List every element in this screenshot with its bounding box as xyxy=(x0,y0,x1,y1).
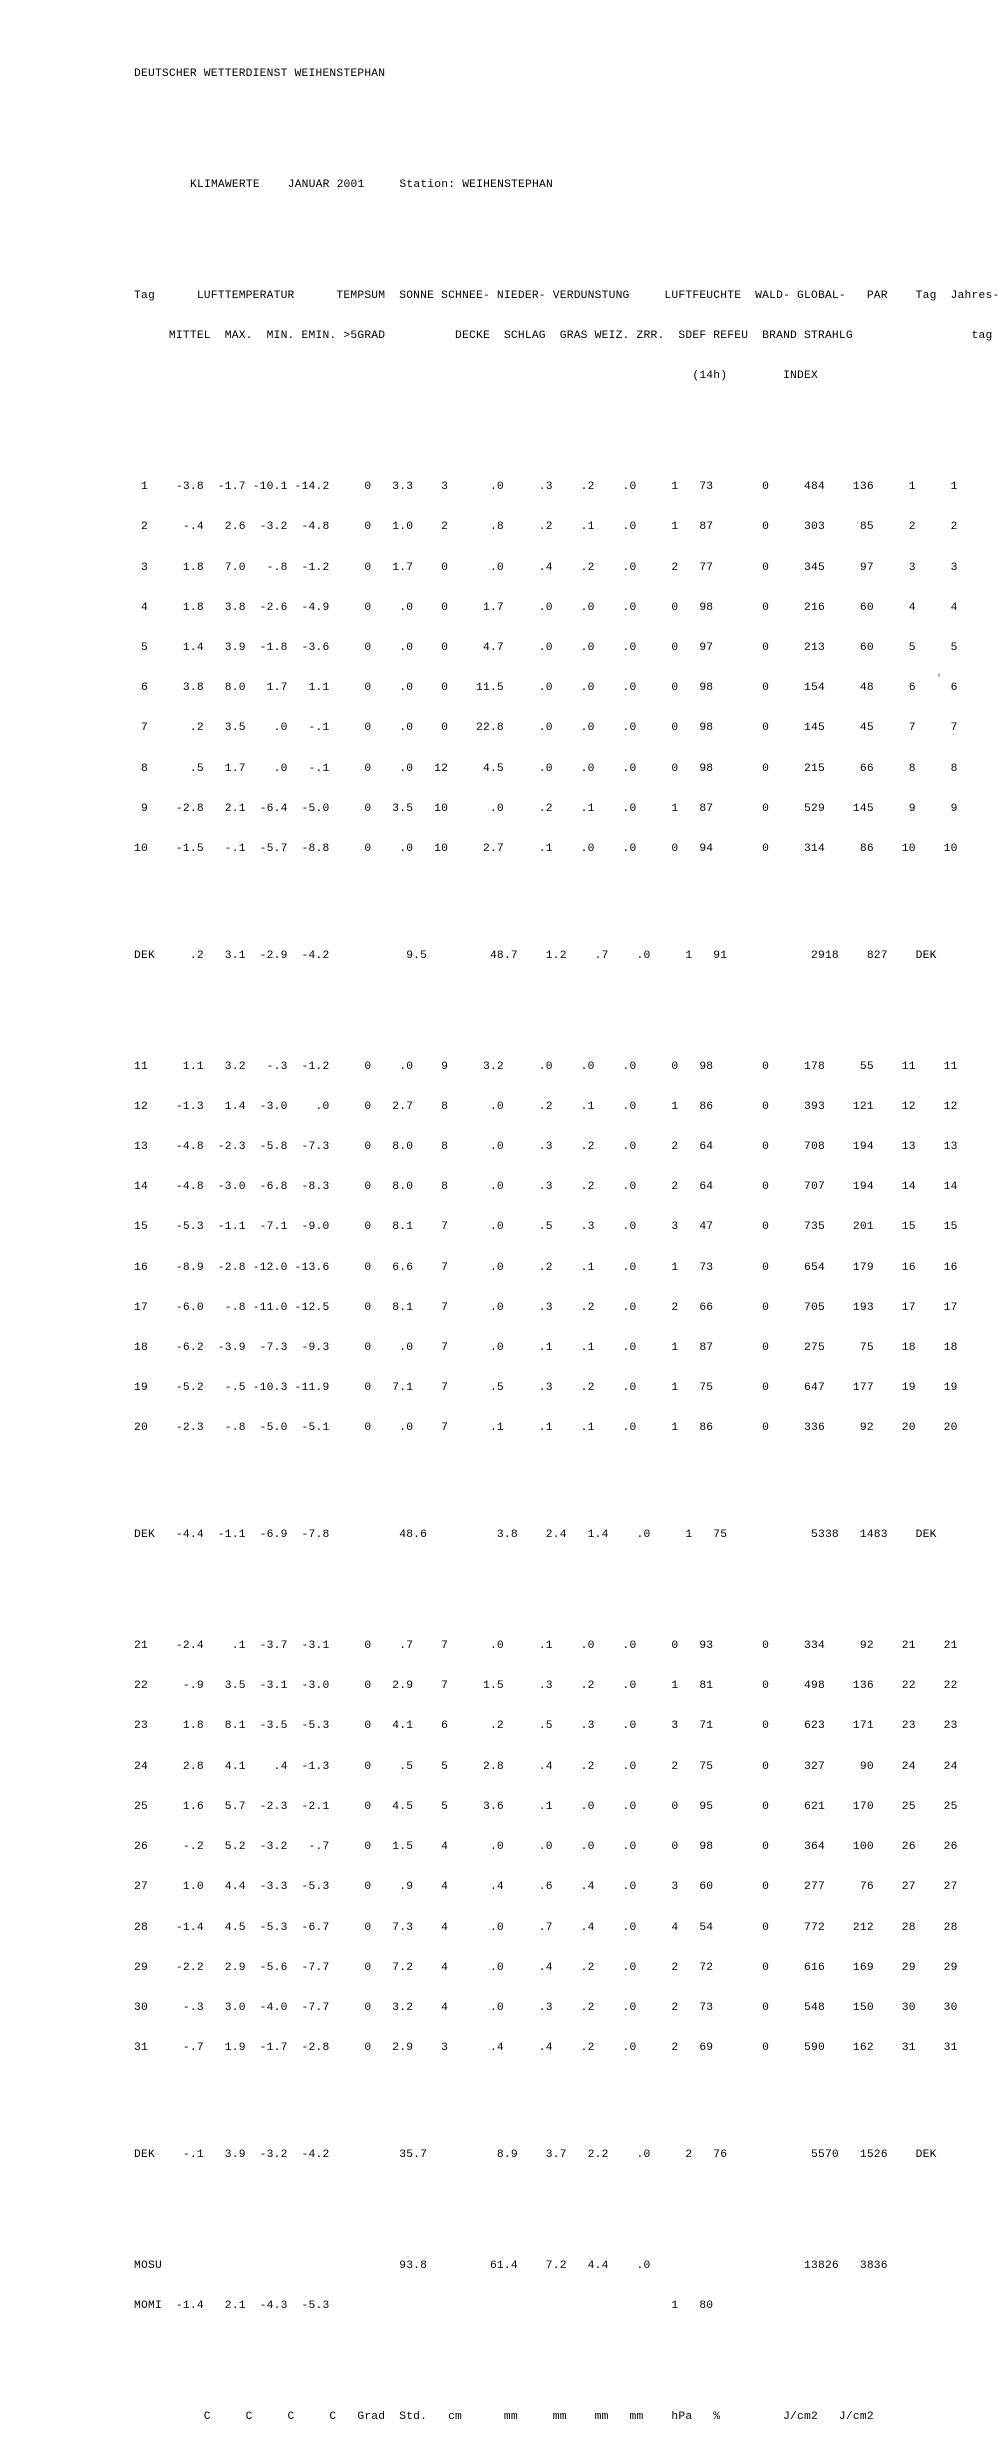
table-row: 19 -5.2 -.5 -10.3 -11.9 0 7.1 7 .5 .3 .2 .0 1 75 0 647 177 19 19 xyxy=(134,1382,958,1395)
decade-summary-row: DEK .2 3.1 -2.9 -4.2 9.5 48.7 1.2 .7 .0 1 91 2918 827 DEK xyxy=(134,949,937,962)
table-row: 6 3.8 8.0 1.7 1.1 0 .0 0 11.5 .0 .0 .0 0 98 0 154 48 6 6 xyxy=(134,682,958,695)
month-mean-row: MOMI -1.4 2.1 -4.3 -5.3 1 80 xyxy=(134,2299,714,2312)
table-row: 24 2.8 4.1 .4 -1.3 0 .5 5 2.8 .4 .2 .0 2 75 0 327 90 24 24 xyxy=(134,1760,958,1773)
table-header-line-1: Tag LUFTTEMPERATUR TEMPSUM SONNE SCHNEE- NIEDER- VERDUNSTUNG LUFTFEUCHTE WALD- GLOBAL- PAR Tag Jahres- xyxy=(134,289,1000,302)
table-row: 1 -3.8 -1.7 -10.1 -14.2 0 3.3 3 .0 .3 .2 .0 1 73 0 484 136 1 1 xyxy=(134,481,958,494)
spacer xyxy=(0,1476,1000,1489)
table-row: 13 -4.8 -2.3 -5.8 -7.3 0 8.0 8 .0 .3 .2 .0 2 64 0 708 194 13 13 xyxy=(134,1141,958,1153)
table-row: 4 1.8 3.8 -2.6 -4.9 0 .0 0 1.7 .0 .0 .0 0 98 0 216 60 4 4 xyxy=(134,601,958,614)
decade-summary-row: DEK -4.4 -1.1 -6.9 -7.8 48.6 3.8 2.4 1.4 .0 1 75 5338 1483 DEK xyxy=(134,1529,937,1542)
spacer xyxy=(0,1003,1000,1020)
table-row: 17 -6.0 -.8 -11.0 -12.5 0 8.1 7 .0 .3 .2 .0 2 66 0 705 193 17 17 xyxy=(134,1301,958,1314)
table-row: 23 1.8 8.1 -3.5 -5.3 0 4.1 6 .2 .5 .3 .0 3 71 0 623 171 23 23 xyxy=(134,1720,958,1733)
spacer xyxy=(0,2203,1000,2220)
table-row: 9 -2.8 2.1 -6.4 -5.0 0 3.5 10 .0 .2 .1 .0 1 87 0 529 145 9 9 xyxy=(134,802,958,815)
table-row: 16 -8.9 -2.8 -12.0 -13.6 0 6.6 7 .0 .2 .1 .0 1 73 0 654 179 16 16 xyxy=(134,1261,958,1274)
table-row: 18 -6.2 -3.9 -7.3 -9.3 0 .0 7 .0 .1 .1 .0 1 87 0 275 75 18 18 xyxy=(134,1342,958,1355)
table-row: 31 -.7 1.9 -1.7 -2.8 0 2.9 3 .4 .4 .2 .0 2 69 0 590 162 31 31 xyxy=(134,2042,958,2055)
table-row: 3 1.8 7.0 -.8 -1.2 0 1.7 0 .0 .4 .2 .0 2 77 0 345 97 3 3 xyxy=(134,561,958,574)
corner-mark: ' xyxy=(935,674,942,685)
report-title: KLIMAWERTE JANUAR 2001 Station: WEIHENSTEPHAN xyxy=(190,179,553,192)
spacer xyxy=(0,897,1000,910)
table-row: 8 .5 1.7 .0 -.1 0 .0 12 4.5 .0 .0 .0 0 98 0 215 66 8 8 xyxy=(134,762,958,775)
table-header-line-2: MITTEL MAX. MIN. EMIN. >5GRAD DECKE SCHLAG GRAS WEIZ. ZRR. SDEF REFEU BRAND STRAHLG tag xyxy=(134,330,993,343)
spacer xyxy=(0,424,1000,441)
table-row: 12 -1.3 1.4 -3.0 .0 0 2.7 8 .0 .2 .1 .0 1 86 0 393 121 12 12 xyxy=(134,1100,958,1113)
report-body xyxy=(0,28,1000,2464)
table-row: 11 1.1 3.2 -.3 -1.2 0 .0 9 3.2 .0 .0 .0 0 98 0 178 55 11 11 xyxy=(134,1060,958,1073)
table-row: 10 -1.5 -.1 -5.7 -8.8 0 .0 10 2.7 .1 .0 .0 0 94 0 314 86 10 10 xyxy=(134,842,958,855)
table-row: 26 -.2 5.2 -3.2 -.7 0 1.5 4 .0 .0 .0 .0 0 98 0 364 100 26 26 xyxy=(134,1841,958,1854)
service-title: DEUTSCHER WETTERDIENST WEIHENSTEPHAN xyxy=(134,68,386,81)
table-row: 20 -2.3 -.8 -5.0 -5.1 0 .0 7 .1 .1 .1 .0 1 86 0 336 92 20 20 xyxy=(134,1422,958,1435)
table-row: 25 1.6 5.7 -2.3 -2.1 0 4.5 5 3.6 .1 .0 .0 0 95 0 621 170 25 25 xyxy=(134,1800,958,1813)
spacer xyxy=(0,2096,1000,2109)
table-row: 30 -.3 3.0 -4.0 -7.7 0 3.2 4 .0 .3 .2 .0 2 73 0 548 150 30 30 xyxy=(134,2001,958,2014)
units-row: C C C C Grad Std. cm mm mm mm mm hPa % J/cm2 J/cm2 xyxy=(134,2410,874,2423)
spacer xyxy=(0,122,1000,139)
table-row: 22 -.9 3.5 -3.1 -3.0 0 2.9 7 1.5 .3 .2 .0 1 81 0 498 136 22 22 xyxy=(134,1680,958,1693)
table-row: 5 1.4 3.9 -1.8 -3.6 0 .0 0 4.7 .0 .0 .0 0 97 0 213 60 5 5 xyxy=(134,641,958,654)
table-row: 2 -.4 2.6 -3.2 -4.8 0 1.0 2 .8 .2 .1 .0 1 87 0 303 85 2 2 xyxy=(134,521,958,534)
spacer xyxy=(0,2354,1000,2371)
table-row: 27 1.0 4.4 -3.3 -5.3 0 .9 4 .4 .6 .4 .0 3 60 0 277 76 27 27 xyxy=(134,1881,958,1894)
table-row: 28 -1.4 4.5 -5.3 -6.7 0 7.3 4 .0 .7 .4 .0 4 54 0 772 212 28 28 xyxy=(134,1921,958,1934)
decade-summary-row: DEK -.1 3.9 -3.2 -4.2 35.7 8.9 3.7 2.2 .0 2 76 5570 1526 DEK xyxy=(134,2148,937,2161)
month-sum-row: MOSU 93.8 61.4 7.2 4.4 .0 13826 3836 xyxy=(134,2259,888,2272)
table-row: 29 -2.2 2.9 -5.6 -7.7 0 7.2 4 .0 .4 .2 .0 2 72 0 616 169 29 29 xyxy=(134,1961,958,1974)
table-row: 15 -5.3 -1.1 -7.1 -9.0 0 8.1 7 .0 .5 .3 .0 3 47 0 735 201 15 15 xyxy=(134,1221,958,1234)
table-row: 14 -4.8 -3.0 -6.8 -8.3 0 8.0 8 .0 .3 .2 .0 2 64 0 707 194 14 14 xyxy=(134,1181,958,1194)
table-row: 7 .2 3.5 .0 -.1 0 .0 0 22.8 .0 .0 .0 0 98 0 145 45 7 7 xyxy=(134,722,958,735)
table-row: 21 -2.4 .1 -3.7 -3.1 0 .7 7 .0 .1 .0 .0 0 93 0 334 92 21 21 xyxy=(134,1640,958,1653)
spacer xyxy=(0,1583,1000,1600)
spacer xyxy=(0,233,1000,250)
table-header-line-3: (14h) INDEX xyxy=(134,370,818,383)
